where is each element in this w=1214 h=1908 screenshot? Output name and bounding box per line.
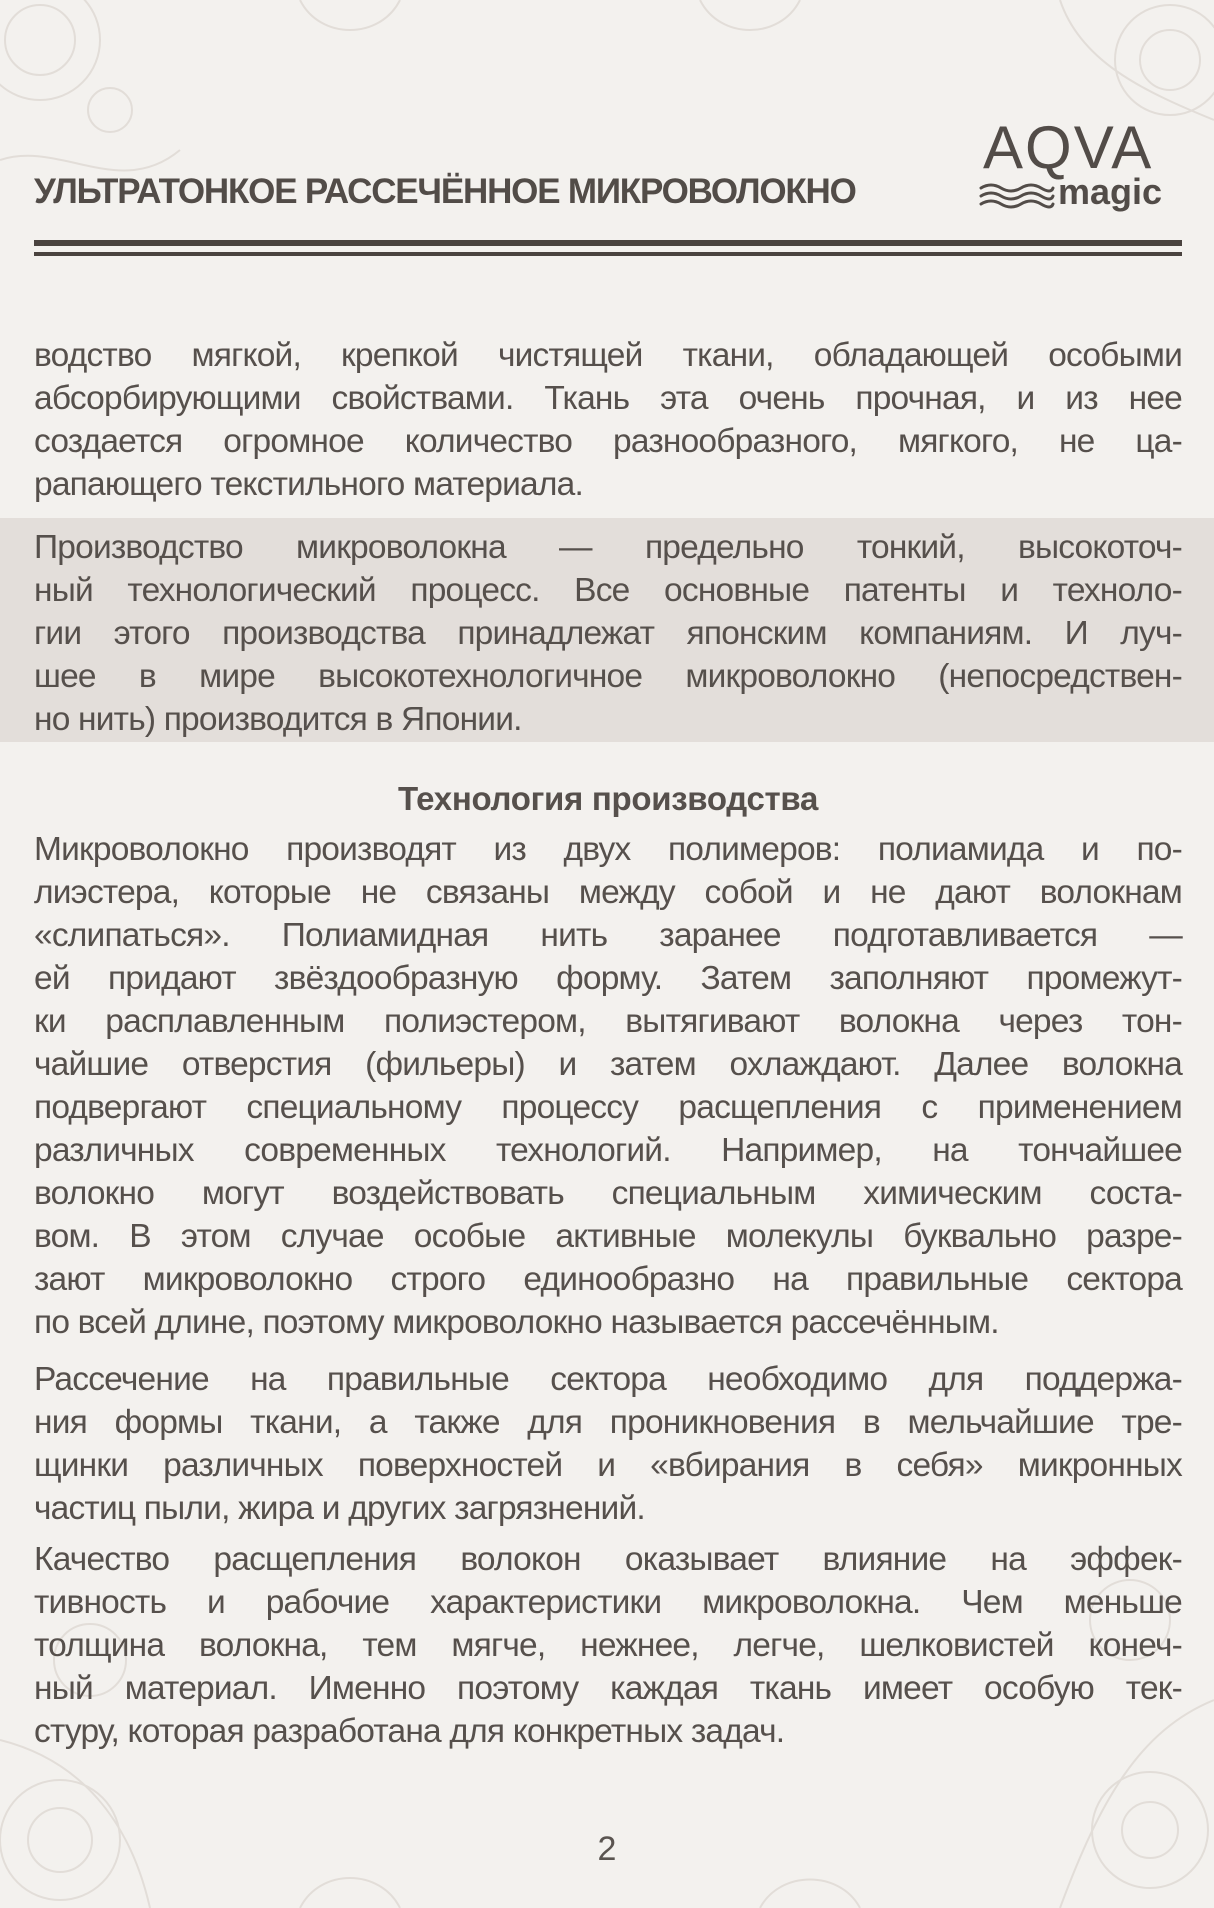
text-line: частиц пыли, жира и других загрязнений.	[34, 1490, 645, 1527]
text-line: тивность и рабочие характеристики микроволокна. Чем меньше	[34, 1584, 1182, 1621]
page-number: 2	[597, 1830, 617, 1868]
waves-icon	[977, 182, 1055, 210]
text-line: водство мягкой, крепкой чистящей ткани, обладающей особыми	[34, 337, 1182, 374]
paragraph-technology	[34, 828, 1182, 1344]
text-line: стуру, которая разработана для конкретных задач.	[34, 1713, 785, 1750]
text-line: толщина волокна, тем мягче, нежнее, легче, шелковистей конеч-	[34, 1627, 1182, 1664]
text-line: подвергают специальному процессу расщепления с применением	[34, 1089, 1182, 1126]
header-title: УЛЬТРАТОНКОЕ РАССЕЧЁННОЕ МИКРОВОЛОКНО	[34, 172, 856, 211]
paragraph-sectors	[34, 1358, 1182, 1530]
text-line: Микроволокно производят из двух полимеров: полиамида и по-	[34, 831, 1182, 868]
text-line: шее в мире высокотехнологичное микроволокно (непосредствен-	[34, 658, 1182, 695]
text-line: Качество расщепления волокон оказывает влияние на эффек-	[34, 1541, 1182, 1578]
text-line: Рассечение на правильные сектора необходимо для поддержа-	[34, 1361, 1182, 1398]
text-line: Производство микроволокна — предельно тонкий, высокоточ-	[34, 529, 1182, 566]
text-line: щинки различных поверхностей и «вбирания в себя» микронных	[34, 1447, 1182, 1484]
paragraph-production	[34, 526, 1182, 741]
text-line: ный материал. Именно поэтому каждая ткань имеет особую тек-	[34, 1670, 1182, 1707]
text-line: ния формы ткани, а также для проникновения в мельчайшие тре-	[34, 1404, 1182, 1441]
text-line: создается огромное количество разнообразного, мягкого, не ца-	[34, 423, 1182, 460]
header-rule-top	[34, 240, 1182, 246]
text-line: ный технологический процесс. Все основные патенты и техноло-	[34, 572, 1182, 609]
paragraph-quality	[34, 1538, 1182, 1753]
text-line: зают микроволокно строго единообразно на правильные сектора	[34, 1261, 1182, 1298]
section-heading: Технология производства	[397, 780, 819, 817]
text-line: рапающего текстильного материала.	[34, 466, 583, 503]
text-line: различных современных технологий. Например, на тончайшее	[34, 1132, 1182, 1169]
text-line: ей придают звёздообразную форму. Затем заполняют промежут-	[34, 960, 1182, 997]
text-line: вом. В этом случае особые активные молекулы буквально разре-	[34, 1218, 1182, 1255]
header-rule-bottom	[34, 252, 1182, 256]
text-line: по всей длине, поэтому микроволокно называется рассечённым.	[34, 1304, 999, 1341]
logo-line-magic: magic	[1058, 171, 1163, 212]
text-line: гии этого производства принадлежат японским компаниям. И луч-	[34, 615, 1182, 652]
logo-line-aqva: AQVA	[983, 114, 1154, 181]
text-line: абсорбирующими свойствами. Ткань эта очень прочная, и из нее	[34, 380, 1182, 417]
text-line: «слипаться». Полиамидная нить заранее подготавливается —	[34, 917, 1182, 954]
text-line: ки расплавленным полиэстером, вытягивают волокна через тон-	[34, 1003, 1182, 1040]
text-line: лиэстера, которые не связаны между собой и не дают волокнам	[34, 874, 1182, 911]
aqva-magic-logo	[975, 114, 1185, 218]
text-line: чайшие отверстия (фильеры) и затем охлаждают. Далее волокна	[34, 1046, 1182, 1083]
text-line: волокно могут воздействовать специальным химическим соста-	[34, 1175, 1182, 1212]
paragraph-intro	[34, 334, 1182, 506]
text-line: но нить) производится в Японии.	[34, 701, 522, 738]
